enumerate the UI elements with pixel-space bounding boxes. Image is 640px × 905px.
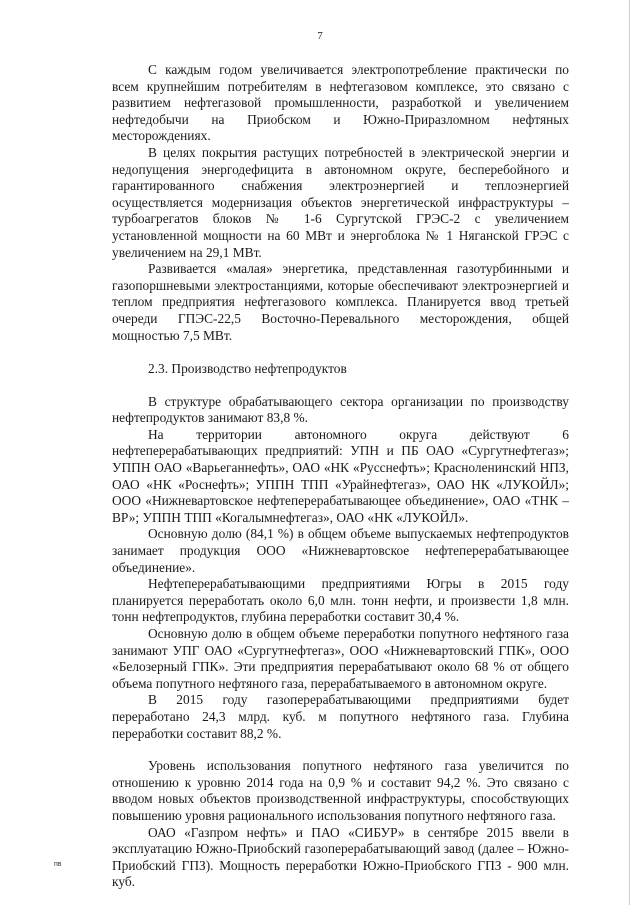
paragraph-gas-utilization: Уровень использования попутного нефтяного газа увеличится по отношению к уровню 2014 года на 0,9 % и составит 94,2 %. Это связано с вводом новых объектов производственной инфраструктуры, способствующих повышению уровня рационального использования попутного нефтяного газа. xyxy=(112,758,569,823)
paragraph-gas-processing-share: Основную долю в общем объеме переработки попутного нефтяного газа занимают УПГ ОАО «Сургутнефтегаз», ООО «Нижневартовский ГПК», ООО «Белозерный ГПК». Эти предприятия перерабатывают около 68 % от общего объема попутного нефтяного газа, перерабатываемого в автономном округе. xyxy=(112,626,569,691)
paragraph-energy-modernization: В целях покрытия растущих потребностей в электрической энергии и недопущения энергодефицита в автономном округе, бесперебойного и гарантированного снабжения электроэнергией и теплоэнергией осуществляется модернизация объектов энергетической инфраструктуры – турбоагрегатов блоков № 1-6 Сургутской ГРЭС-2 с увеличением установленной мощности на 60 МВт и энергоблока № 1 Няганской ГРЭС с увеличением на 29,1 МВт. xyxy=(112,144,569,260)
paragraph-south-priobsky-plant: ОАО «Газпром нефть» и ПАО «СИБУР» в сентябре 2015 ввели в эксплуатацию Южно-Приобский газоперерабатывающий завод (далее – Южно-Приобский ГПЗ). Мощность переработки Южно-Приобского ГПЗ - 900 млн. куб. xyxy=(112,824,569,890)
paragraph-main-share: Основную долю (84,1 %) в общем объеме выпускаемых нефтепродуктов занимает продукция ООО «Нижневартовское нефтеперерабатывающее объединение». xyxy=(112,526,569,575)
page-body xyxy=(112,62,569,891)
paragraph-gas-volume: В 2015 году газоперерабатывающими предприятиями будет переработано 24,3 млрд. куб. м попутного нефтяного газа. Глубина переработки составит 88,2 %. xyxy=(112,692,569,741)
scan-edge-line xyxy=(629,0,630,905)
footer-mark: пв xyxy=(54,861,62,868)
paragraph-sector-share: В структуре обрабатывающего сектора организации по производству нефтепродуктов занимают 83,8 %. xyxy=(112,393,569,426)
spacer xyxy=(112,378,569,394)
paragraph-refining-plan: Нефтеперерабатывающими предприятиями Югры в 2015 году планируется переработать около 6,0 млн. тонн нефти, и произвести 1,8 млн. тонн нефтепродуктов, глубина переработки составит 30,4 %. xyxy=(112,576,569,625)
spacer xyxy=(112,344,569,361)
section-heading: 2.3. Производство нефтепродуктов xyxy=(148,361,347,377)
paragraph-electricity-growth: С каждым годом увеличивается электропотребление практически по всем крупнейшим потребителям в нефтегазовом комплексе, это связано с развитием нефтегазовой промышленности, разработкой и увеличением нефтедобычи на Приобском и Южно-Приразломном нефтяных месторождениях. xyxy=(112,62,569,144)
spacer xyxy=(112,742,569,758)
paragraph-refineries-list: На территории автономного округа действуют 6 нефтеперерабатывающих предприятий: УПН и ПБ ОАО «Сургутнефтегаз»; УППН ОАО «Варьеганнефть», ОАО «НК «Русснефть»; Красноленинский НПЗ, ОАО «НК «Роснефть»; УППН ТПП «Урайнефтегаз», ОАО НК «ЛУКОЙЛ»; ООО «Нижневартовское нефтеперерабатывающее объединение», ОАО «ТНК – ВР»; УППН ТПП «Когалымнефтегаз», ОАО «НК «ЛУКОЙЛ». xyxy=(112,426,569,525)
paragraph-small-energy: Развивается «малая» энергетика, представленная газотурбинными и газопоршневыми электростанциями, которые обеспечивают электроэнергией и теплом предприятия нефтегазового комплекса. Планируется ввод третьей очереди ГПЭС-22,5 Восточно-Перевального месторождения, общей мощностью 7,5 МВт. xyxy=(112,261,569,343)
page-number: 7 xyxy=(317,30,323,42)
